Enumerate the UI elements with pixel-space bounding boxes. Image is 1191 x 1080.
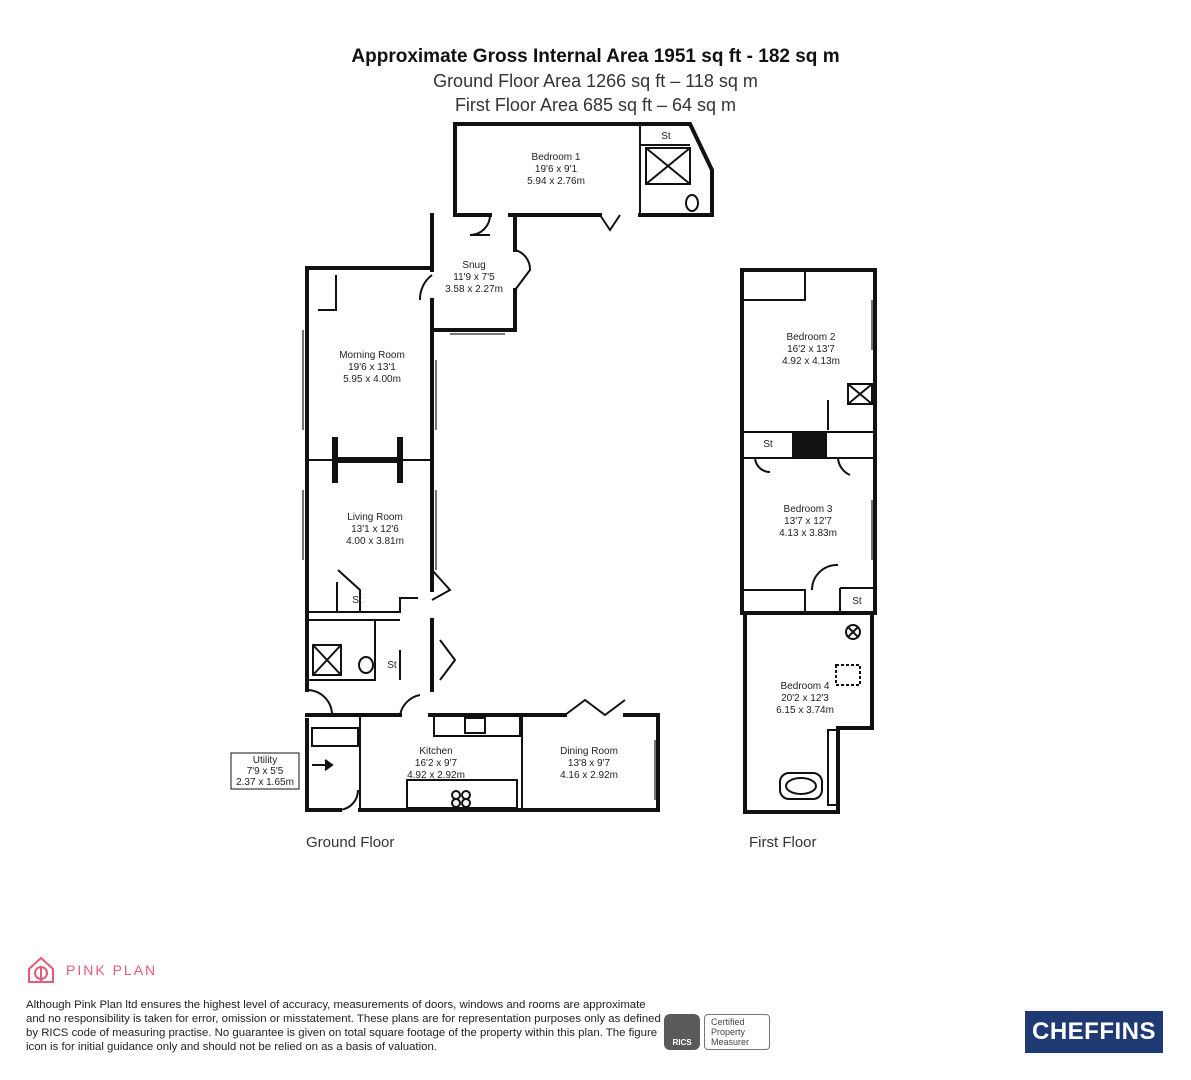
store-label: St: [852, 596, 862, 607]
rics-badge: [664, 1014, 770, 1050]
rics-icon: RICS: [664, 1014, 700, 1050]
svg-text:13'7 x 12'7: 13'7 x 12'7: [784, 516, 832, 527]
svg-text:4.13 x 3.83m: 4.13 x 3.83m: [779, 528, 837, 539]
svg-text:Bedroom 1: Bedroom 1: [531, 152, 581, 163]
ground-floor-walls: [307, 124, 712, 810]
svg-text:3.58 x 2.27m: 3.58 x 2.27m: [445, 284, 503, 295]
svg-text:Bedroom 4: Bedroom 4: [780, 681, 830, 692]
room-kitchen-label: [407, 746, 465, 781]
rics-line-3: Measurer: [711, 1037, 750, 1047]
rics-line-2: Property: [711, 1027, 746, 1037]
first-floor-label: First Floor: [749, 834, 817, 851]
ground-floor-area: Ground Floor Area 1266 sq ft – 118 sq m: [433, 71, 758, 91]
svg-text:11'9 x 7'5: 11'9 x 7'5: [453, 272, 495, 283]
svg-text:Morning Room: Morning Room: [339, 350, 405, 361]
store-label: St: [661, 131, 671, 142]
svg-text:7'9 x 5'5: 7'9 x 5'5: [246, 766, 284, 777]
room-utility-label: [231, 753, 299, 789]
svg-text:19'6 x 13'1: 19'6 x 13'1: [348, 362, 396, 373]
svg-text:Kitchen: Kitchen: [419, 746, 453, 757]
svg-text:5.94 x 2.76m: 5.94 x 2.76m: [527, 176, 585, 187]
svg-text:19'6 x 9'1: 19'6 x 9'1: [534, 164, 578, 175]
svg-text:Bedroom 2: Bedroom 2: [786, 332, 836, 343]
store-label: St: [352, 595, 362, 606]
svg-text:Utility: Utility: [252, 755, 278, 766]
first-floor-area: First Floor Area 685 sq ft – 64 sq m: [454, 95, 737, 115]
room-morning-label: [339, 350, 405, 385]
room-dining-label: [560, 746, 618, 781]
room-bedroom4-label: [776, 681, 834, 716]
house-icon: [26, 955, 56, 985]
disclaimer: Although Pink Plan ltd ensures the highest level of accuracy, measurements of doors, windows and rooms are approximate and no responsibility is taken for error, omission or misstatement. These plans are for representation purposes only as defined by RICS code of measuring practise. No guarantee is given on total square footage of the property within this plan. The figure icon is for initial guidance only and should not be relied on as a basis of valuation.: [26, 999, 661, 1053]
brand-name: PINK PLAN: [66, 962, 158, 978]
svg-text:Living Room: Living Room: [347, 512, 403, 523]
svg-text:Dining Room: Dining Room: [560, 746, 618, 757]
svg-text:16'2 x 9'7: 16'2 x 9'7: [414, 758, 458, 769]
svg-text:2.37 x 1.65m: 2.37 x 1.65m: [236, 777, 294, 788]
svg-text:Snug: Snug: [462, 260, 486, 271]
svg-text:6.15 x 3.74m: 6.15 x 3.74m: [776, 705, 834, 716]
agent-logo: CHEFFINS: [1025, 1011, 1163, 1053]
svg-text:5.95 x 4.00m: 5.95 x 4.00m: [343, 374, 401, 385]
svg-text:4.92 x 2.92m: 4.92 x 2.92m: [407, 770, 465, 781]
store-label: St: [763, 439, 773, 450]
ground-floor-label: Ground Floor: [306, 834, 395, 851]
pink-plan-logo: [26, 955, 157, 985]
room-bedroom2-label: [782, 332, 840, 367]
svg-text:Bedroom 3: Bedroom 3: [783, 504, 833, 515]
svg-text:13'8 x 9'7: 13'8 x 9'7: [567, 758, 611, 769]
svg-text:4.92 x 4.13m: 4.92 x 4.13m: [782, 356, 840, 367]
gross-area-title: Approximate Gross Internal Area 1951 sq ft - 182 sq m: [351, 46, 840, 67]
svg-text:4.16 x 2.92m: 4.16 x 2.92m: [560, 770, 618, 781]
svg-text:20'2 x 12'3: 20'2 x 12'3: [781, 693, 829, 704]
room-snug-label: [445, 260, 503, 295]
room-bedroom3-label: [779, 504, 837, 539]
svg-text:16'2 x 13'7: 16'2 x 13'7: [787, 344, 835, 355]
store-label: St: [387, 660, 397, 671]
room-living-label: [346, 512, 404, 547]
svg-text:13'1 x 12'6: 13'1 x 12'6: [351, 524, 399, 535]
room-bedroom1-label: [527, 152, 585, 187]
svg-text:4.00 x 3.81m: 4.00 x 3.81m: [346, 536, 404, 547]
rics-line-1: Certified: [711, 1017, 745, 1027]
